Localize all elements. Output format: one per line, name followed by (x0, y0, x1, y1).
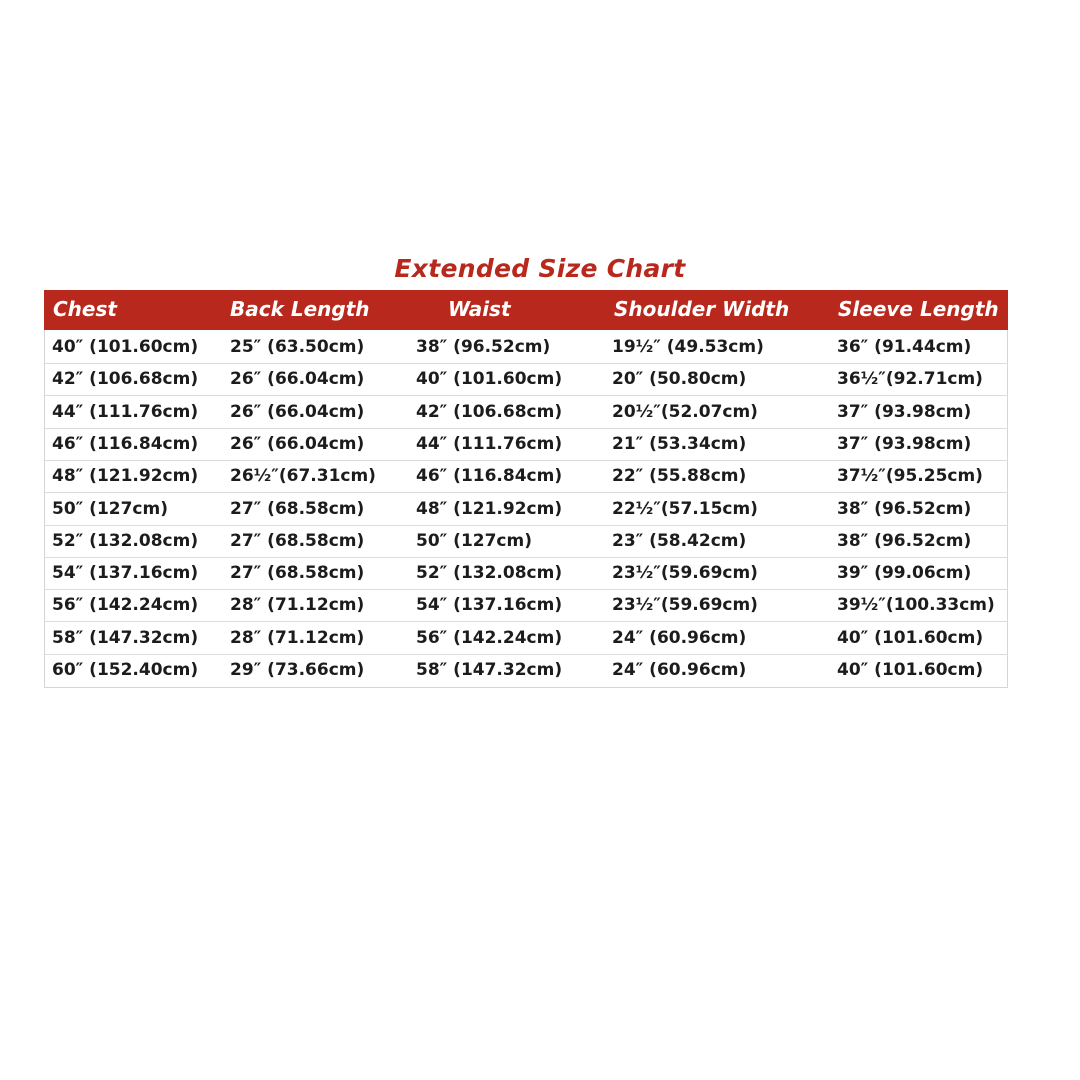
cell-shoulder-width: 24″ (60.96cm) (612, 660, 747, 680)
cell-waist: 58″ (147.32cm) (416, 660, 563, 680)
cell-waist: 44″ (111.76cm) (416, 433, 563, 454)
header-waist: Waist (448, 297, 511, 321)
cell-shoulder-width: 23½″(59.69cm) (612, 563, 758, 584)
cell-waist: 42″ (106.68cm) (416, 401, 563, 422)
cell-chest: 52″ (132.08cm) (52, 530, 199, 551)
cell-chest: 50″ (127cm) (52, 498, 168, 519)
cell-chest: 48″ (121.92cm) (52, 466, 199, 487)
cell-back-length: 26½″(67.31cm) (230, 466, 376, 487)
cell-shoulder-width: 23½″(59.69cm) (612, 595, 758, 616)
cell-waist: 38″ (96.52cm) (416, 337, 551, 357)
header-shoulder-width: Shoulder Width (614, 297, 790, 321)
cell-chest: 40″ (101.60cm) (52, 337, 199, 357)
table-row (44, 429, 1008, 461)
cell-sleeve-length: 36″ (91.44cm) (837, 337, 972, 357)
cell-back-length: 27″ (68.58cm) (230, 563, 365, 584)
cell-sleeve-length: 40″ (101.60cm) (837, 660, 984, 680)
table-row (44, 461, 1008, 493)
cell-chest: 54″ (137.16cm) (52, 563, 199, 584)
cell-shoulder-width: 22½″(57.15cm) (612, 498, 758, 519)
table-row (44, 590, 1008, 622)
table-row (44, 655, 1008, 687)
table-row (44, 364, 1008, 396)
table-row (44, 494, 1008, 526)
cell-shoulder-width: 24″ (60.96cm) (612, 627, 747, 648)
cell-back-length: 26″ (66.04cm) (230, 369, 365, 390)
table-row (44, 558, 1008, 590)
cell-sleeve-length: 38″ (96.52cm) (837, 530, 972, 551)
cell-waist: 46″ (116.84cm) (416, 466, 563, 487)
cell-chest: 56″ (142.24cm) (52, 595, 199, 616)
cell-shoulder-width: 20″ (50.80cm) (612, 369, 747, 390)
size-table (44, 290, 1008, 688)
cell-shoulder-width: 21″ (53.34cm) (612, 433, 747, 454)
cell-sleeve-length: 38″ (96.52cm) (837, 498, 972, 519)
cell-waist: 54″ (137.16cm) (416, 595, 563, 616)
cell-sleeve-length: 36½″(92.71cm) (837, 369, 983, 390)
cell-waist: 40″ (101.60cm) (416, 369, 563, 390)
cell-back-length: 27″ (68.58cm) (230, 530, 365, 551)
header-back-length: Back Length (230, 297, 370, 321)
table-row (44, 332, 1008, 364)
cell-sleeve-length: 37″ (93.98cm) (837, 433, 972, 454)
cell-waist: 48″ (121.92cm) (416, 498, 563, 519)
cell-chest: 44″ (111.76cm) (52, 401, 199, 422)
table-header-row (44, 290, 1008, 330)
cell-sleeve-length: 39″ (99.06cm) (837, 563, 972, 584)
cell-sleeve-length: 40″ (101.60cm) (837, 627, 984, 648)
cell-back-length: 25″ (63.50cm) (230, 337, 365, 357)
table-row (44, 623, 1008, 655)
cell-shoulder-width: 23″ (58.42cm) (612, 530, 747, 551)
cell-back-length: 28″ (71.12cm) (230, 627, 365, 648)
cell-sleeve-length: 37″ (93.98cm) (837, 401, 972, 422)
cell-chest: 42″ (106.68cm) (52, 369, 199, 390)
cell-waist: 50″ (127cm) (416, 530, 532, 551)
cell-back-length: 26″ (66.04cm) (230, 433, 365, 454)
table-row (44, 397, 1008, 429)
cell-back-length: 28″ (71.12cm) (230, 595, 365, 616)
cell-chest: 46″ (116.84cm) (52, 433, 199, 454)
table-row (44, 526, 1008, 558)
cell-shoulder-width: 19½″ (49.53cm) (612, 337, 764, 357)
cell-chest: 58″ (147.32cm) (52, 627, 199, 648)
cell-sleeve-length: 39½″(100.33cm) (837, 595, 995, 616)
header-chest: Chest (53, 297, 117, 321)
cell-back-length: 29″ (73.66cm) (230, 660, 365, 680)
chart-title: Extended Size Chart (394, 254, 686, 283)
cell-shoulder-width: 20½″(52.07cm) (612, 401, 758, 422)
cell-waist: 56″ (142.24cm) (416, 627, 563, 648)
cell-chest: 60″ (152.40cm) (52, 660, 199, 680)
cell-shoulder-width: 22″ (55.88cm) (612, 466, 747, 487)
cell-sleeve-length: 37½″(95.25cm) (837, 466, 983, 487)
cell-back-length: 27″ (68.58cm) (230, 498, 365, 519)
header-sleeve-length: Sleeve Length (838, 297, 999, 321)
cell-waist: 52″ (132.08cm) (416, 563, 563, 584)
cell-back-length: 26″ (66.04cm) (230, 401, 365, 422)
